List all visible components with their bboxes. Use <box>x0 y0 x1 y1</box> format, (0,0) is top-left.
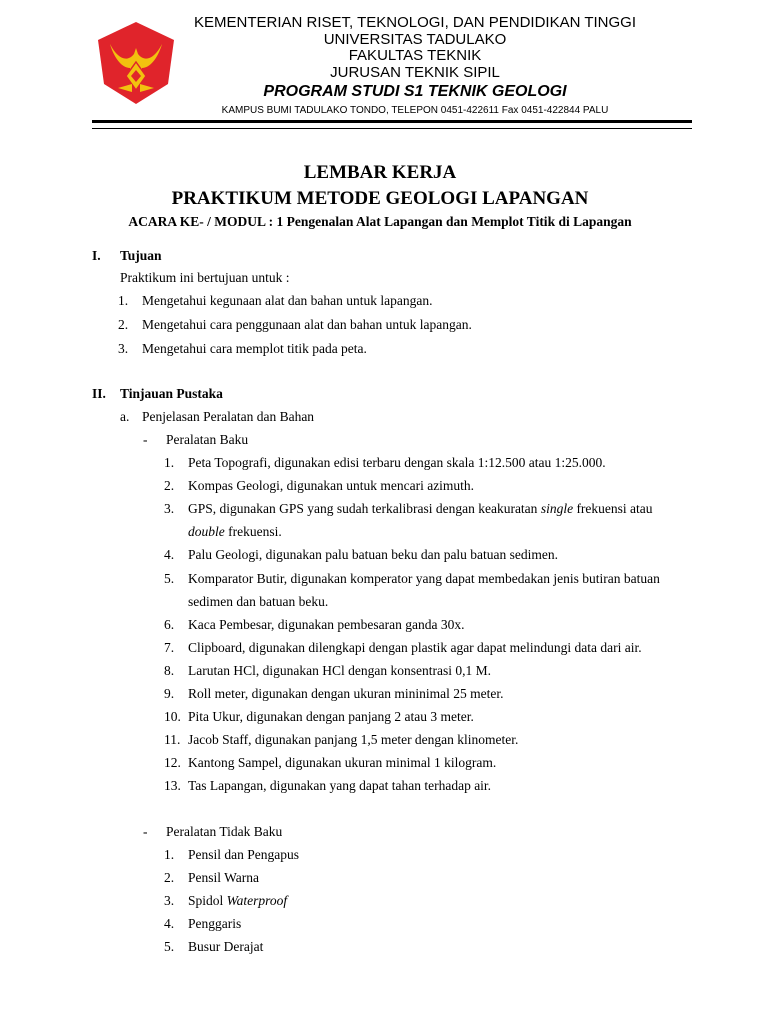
list-item-text: Pensil Warna <box>188 870 260 885</box>
spidol-text-part: Spidol <box>188 893 227 908</box>
ministry-name: KEMENTERIAN RISET, TEKNOLOGI, DAN PENDIDIKAN TINGGI <box>193 14 637 31</box>
section1-heading: Tujuan <box>120 248 162 263</box>
list-item-number: 11. <box>164 732 181 747</box>
bullet-dash: - <box>143 824 148 839</box>
campus-address: KAMPUS BUMI TADULAKO TONDO, TELEPON 0451-422611 Fax 0451-422844 PALU <box>221 105 609 117</box>
list-item-text: Clipboard, digunakan dilengkapi dengan plastik agar dapat melindungi data dari air. <box>188 640 642 655</box>
list-item-number: 8. <box>164 663 175 678</box>
list-item-text: Mengetahui cara memplot titik pada peta. <box>142 341 367 356</box>
section1-intro: Praktikum ini bertujuan untuk : <box>120 270 290 285</box>
list-item-number: 7. <box>164 640 175 655</box>
list-item-text: Mengetahui cara penggunaan alat dan bahan untuk lapangan. <box>142 317 472 332</box>
peralatan-baku-heading: Peralatan Baku <box>166 432 249 447</box>
list-item-number: 6. <box>164 617 175 632</box>
gps-single-italic: single <box>540 501 574 516</box>
section2-number: II. <box>92 386 106 401</box>
list-item-text: Larutan HCl, digunakan HCl dengan konsentrasi 0,1 M. <box>188 663 491 678</box>
gps-double-italic: double <box>188 524 225 539</box>
subsection-title: Penjelasan Peralatan dan Bahan <box>142 409 315 424</box>
document-course-title: PRAKTIKUM METODE GEOLOGI LAPANGAN <box>171 188 589 209</box>
list-item-number: 1. <box>164 455 175 470</box>
peralatan-tidak-baku-heading: Peralatan Tidak Baku <box>166 824 283 839</box>
letterhead-thick-rule <box>92 120 692 123</box>
letterhead <box>0 0 768 140</box>
list-item-number: 9. <box>164 686 175 701</box>
list-item-continuation: sedimen dan batuan beku. <box>188 594 329 609</box>
program-name: PROGRAM STUDI S1 TEKNIK GEOLOGI <box>263 83 567 101</box>
list-item-text: Komparator Butir, digunakan komperator yang dapat membedakan jenis butiran batuan <box>188 571 660 586</box>
document-module-subtitle: ACARA KE- / MODUL : 1 Pengenalan Alat Lapangan dan Memplot Titik di Lapangan <box>128 214 632 229</box>
list-item-number: 5. <box>164 571 175 586</box>
list-item-number: 2. <box>164 870 175 885</box>
gps-text-part: frekuensi atau <box>573 501 653 516</box>
list-item-text: Pita Ukur, digunakan dengan panjang 2 atau 3 meter. <box>188 709 474 724</box>
document-title: LEMBAR KERJA <box>303 162 457 183</box>
section2-heading: Tinjauan Pustaka <box>120 386 223 401</box>
list-item-number: 4. <box>164 547 175 562</box>
list-item-number: 10. <box>164 709 181 724</box>
gps-text-part: GPS, digunakan GPS yang sudah terkalibrasi dengan keakuratan <box>188 501 541 516</box>
list-item-text: Jacob Staff, digunakan panjang 1,5 meter dengan klinometer. <box>188 732 519 747</box>
gps-text-part: frekuensi. <box>224 524 282 539</box>
department-name: JURUSAN TEKNIK SIPIL <box>330 63 500 81</box>
section1-number: I. <box>92 248 101 263</box>
list-item-text: Busur Derajat <box>188 939 264 954</box>
list-item-text: Pensil dan Pengapus <box>188 847 299 862</box>
list-item-text: Peta Topografi, digunakan edisi terbaru dengan skala 1:12.500 atau 1:25.000. <box>188 455 606 470</box>
letterhead-text <box>180 15 650 118</box>
list-item-text: Mengetahui kegunaan alat dan bahan untuk lapangan. <box>142 293 433 308</box>
list-item-number: 3. <box>164 893 175 908</box>
list-item-text: Penggaris <box>188 916 242 931</box>
list-item-number: 2. <box>118 317 129 332</box>
list-item-number: 13. <box>164 778 181 793</box>
list-item-number: 3. <box>118 341 129 356</box>
list-item-continuation <box>188 523 282 541</box>
list-item-number: 4. <box>164 916 175 931</box>
list-item-number: 2. <box>164 478 175 493</box>
waterproof-italic: Waterproof <box>226 893 288 908</box>
list-item-text <box>188 892 287 910</box>
list-item-text: Kompas Geologi, digunakan untuk mencari azimuth. <box>188 478 475 493</box>
list-item-text: Roll meter, digunakan dengan ukuran mininimal 25 meter. <box>188 686 504 701</box>
list-item-text: Kantong Sampel, digunakan ukuran minimal 1 kilogram. <box>188 755 497 770</box>
bullet-dash: - <box>143 432 148 447</box>
letterhead-thin-rule <box>92 128 692 129</box>
university-logo-icon <box>88 18 184 108</box>
list-item-text: Palu Geologi, digunakan palu batuan beku dan palu batuan sedimen. <box>188 547 559 562</box>
list-item-number: 12. <box>164 755 181 770</box>
university-name: UNIVERSITAS TADULAKO <box>323 30 507 48</box>
list-item-text: Kaca Pembesar, digunakan pembesaran ganda 30x. <box>188 617 465 632</box>
list-item-text: Tas Lapangan, digunakan yang dapat tahan terhadap air. <box>188 778 492 793</box>
list-item-number: 1. <box>164 847 175 862</box>
faculty-name: FAKULTAS TEKNIK <box>348 47 482 65</box>
list-item-number: 5. <box>164 939 175 954</box>
list-item-number: 1. <box>118 293 129 308</box>
subsection-letter: a. <box>120 409 130 424</box>
document-title-block <box>80 160 680 232</box>
list-item-text <box>188 500 653 518</box>
list-item-number: 3. <box>164 501 175 516</box>
